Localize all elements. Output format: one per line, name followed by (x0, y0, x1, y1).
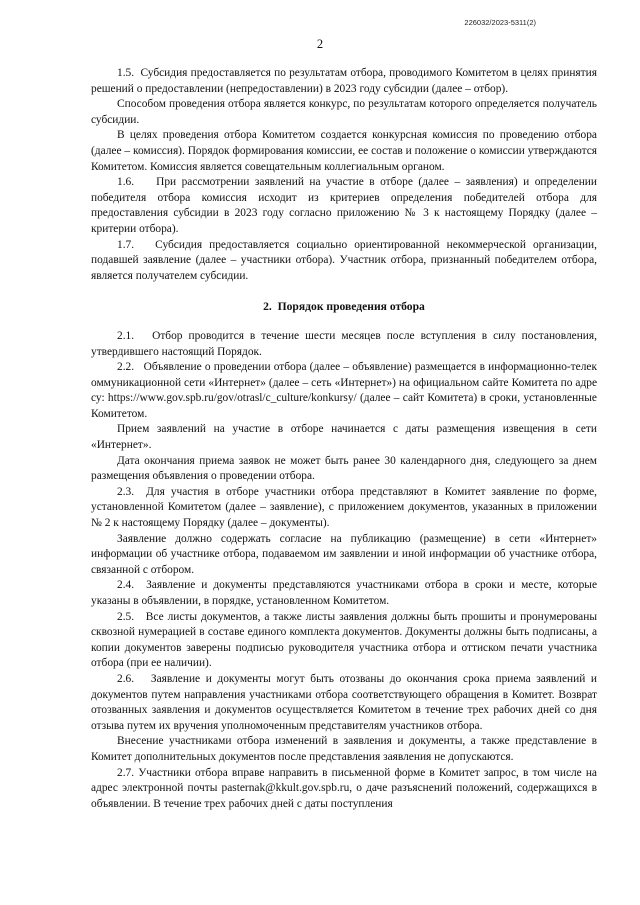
paragraph-2-2: 2.2. Объявление о проведении отбора (далее – объявление) размещается в информационно-телекоммуникационной сети «Интернет» (далее – сеть «Интернет») на официальном сайте Комитета по адресу: https://www.gov.spb.ru/gov/otrasl/c_culture/konkursy/ (далее – сайт Комитета) в сроки, установленные Комитетом. (91, 361, 597, 420)
paragraph-1-7: 1.7. Субсидия предоставляется социально ориентированной некоммерческой организации, подавшей заявление (далее – участники отбора). Участник отбора, признанный победителем отбора, является получателем субсидии. (91, 238, 597, 282)
section-2-title: 2. Порядок проведения отбора (263, 300, 425, 314)
page-number: 2 (316, 37, 324, 51)
paragraph-2-5: 2.5. Все листы документов, а также листы заявления должны быть прошиты и пронумерованы сквозной нумерацией в составе единого комплекта документов. Документы должны быть подписаны, а копии документов заверены подписью руководителя участника отбора и оттиском печати участника отбора (при ее наличии). (91, 610, 597, 670)
paragraph-2-4: 2.4. Заявление и документы представляются участниками отбора в сроки и месте, которые указаны в объявлении, в порядке, установленном Комитетом. (91, 579, 597, 607)
paragraph-2-7: 2.7. Участники отбора вправе направить в письменной форме в Комитет запрос, в том числе на адрес электронной почты pasternak@kkult.gov.spb.ru, о даче разъяснений положений, содержащихся в объявлении. В течение трех рабочих дней с даты поступления (91, 766, 597, 810)
document-body (91, 66, 597, 812)
paragraph-2-6: 2.6. Заявление и документы могут быть отозваны до окончания срока приема заявлений и документов путем направления участниками отбора соответствующего обращения в Комитет. Возврат отозванных заявления и документов осуществляется Комитетом в течение трех рабочих дней со дня отзыва путем их вручения уполномоченным представителям участников отбора. (91, 672, 597, 732)
paragraph-application-start: Прием заявлений на участие в отборе начинается с даты размещения извещения в сети «Интернет». (91, 423, 597, 452)
paragraph-selection-method: Способом проведения отбора является конкурс, по результатам которого определяется получатель субсидии. (91, 98, 597, 126)
paragraph-1-5: 1.5. Субсидия предоставляется по результатам отбора, проводимого Комитетом в целях принятия решений о предоставлении (непредоставлении) в 2023 году субсидии (далее – отбор). (91, 67, 597, 95)
paragraph-2-3: 2.3. Для участия в отборе участники отбора представляют в Комитет заявление по форме, установленной Комитетом (далее – заявление), с приложением документов, указанных в приложении № 2 к настоящему Порядку (далее – документы). (91, 485, 597, 530)
paragraph-1-6: 1.6. При рассмотрении заявлений на участие в отборе (далее – заявления) и определении победителя отбора комиссия исходит из критериев определения победителей отбора для предоставления субсидии в 2023 году согласно приложению № 3 к настоящему Порядку (далее – критерии отбора). (91, 176, 597, 235)
document-id: 226032/2023-5311(2) (464, 18, 536, 27)
paragraph-2-1: 2.1. Отбор проводится в течение шести месяцев после вступления в силу постановления, утвердившего настоящий Порядок. (91, 329, 597, 358)
paragraph-commission: В целях проведения отбора Комитетом создается конкурсная комиссия по проведению отбора (далее – комиссия). Порядок формирования комиссии, ее состав и положение о комиссии утверждаются Комитетом. Комиссия является совещательным коллегиальным органом. (91, 129, 597, 173)
paragraph-application-end: Дата окончания приема заявок не может быть ранее 30 календарного дня, следующего за днем размещения объявления о проведении отбора. (91, 454, 597, 483)
paragraph-changes: Внесение участниками отбора изменений в заявления и документы, а также представление в Комитет дополнительных документов после представления заявления не допускаются. (91, 735, 597, 763)
paragraph-consent: Заявление должно содержать согласие на публикацию (размещение) в сети «Интернет» информации об участнике отбора, подаваемом им заявлении и иной информации об участнике отбора, связанной с отбором. (91, 532, 597, 576)
